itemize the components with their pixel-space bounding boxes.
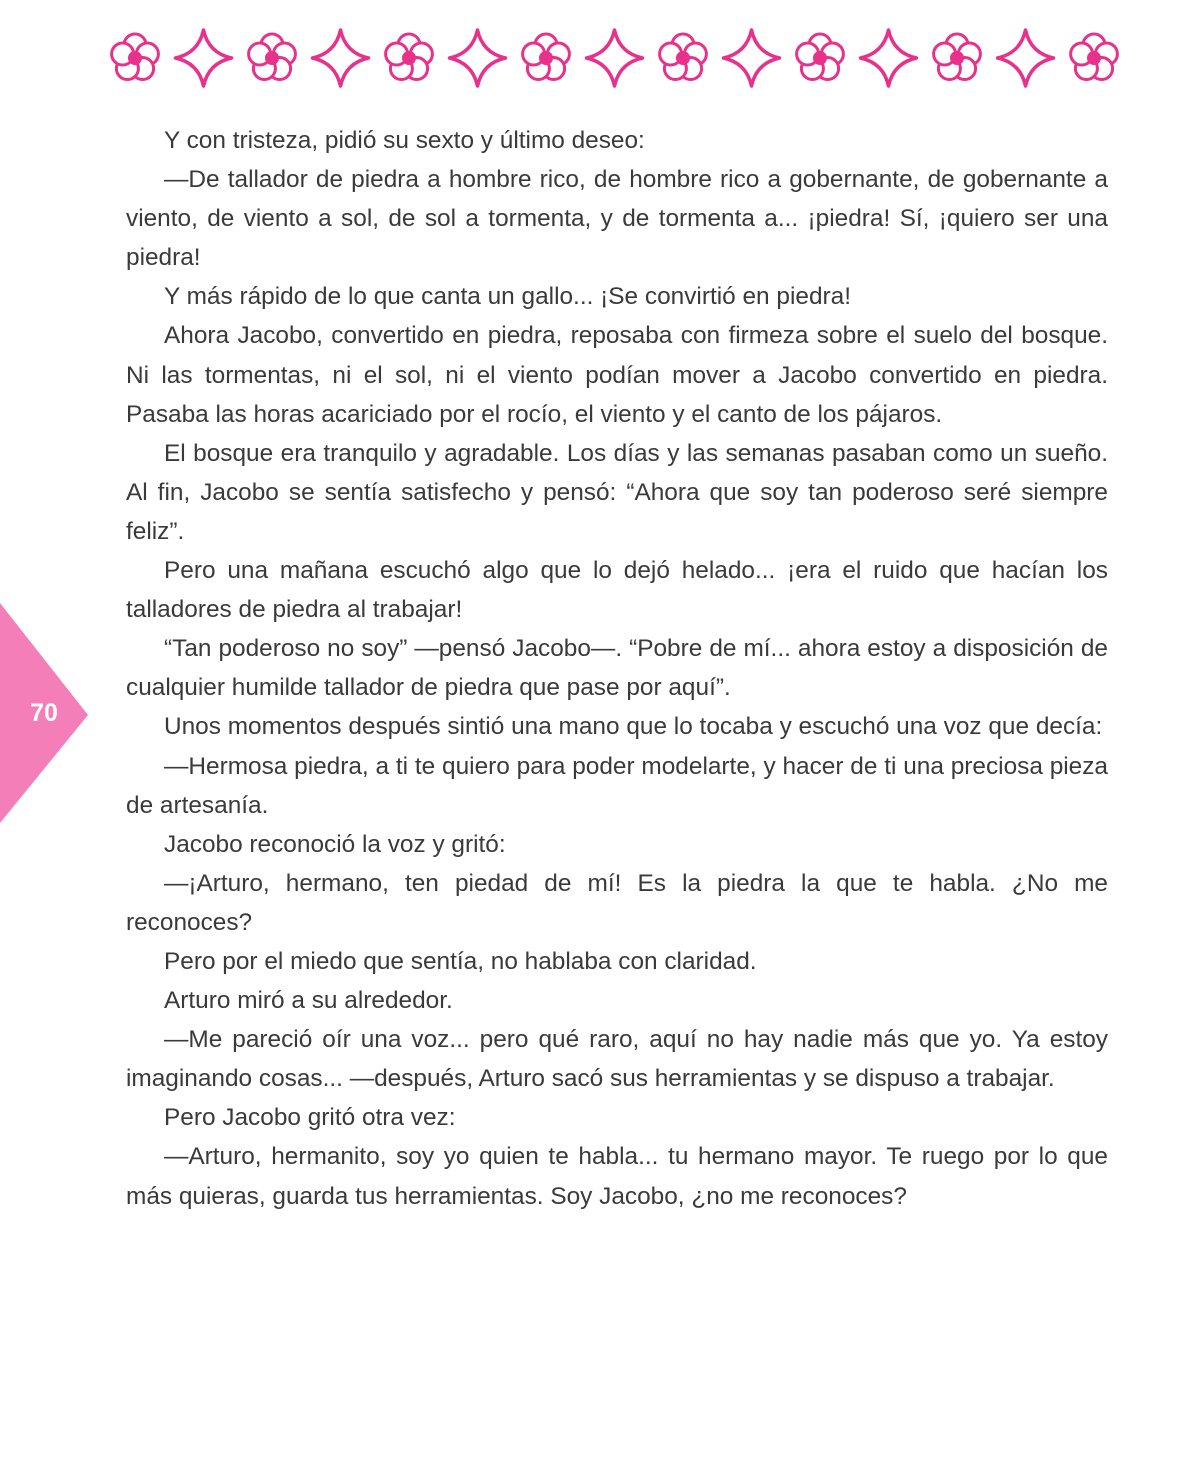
sparkle-icon [450,30,506,86]
sparkle-icon [998,30,1054,86]
page-number-tab [0,603,92,823]
flower-icon [660,34,707,80]
paragraph: Ahora Jacobo, convertido en piedra, reposaba con firmeza sobre el suelo del bosque. Ni las tormentas, ni el sol, ni el viento podían mover a Jacobo convertido en piedra. Pasaba las horas acariciado por el rocío, el viento y el canto de los pájaros. [126,322,1108,428]
paragraph: Pero Jacobo gritó otra vez: [164,1104,456,1132]
flower-icon [1071,34,1118,80]
paragraph: “Tan poderoso no soy” —pensó Jacobo—. “Pobre de mí... ahora estoy a disposición de cualquier humilde tallador de piedra que pase por aquí”. [126,635,1108,702]
flower-icon [249,34,296,80]
flower-icon [934,34,981,80]
sparkle-icon [313,30,369,86]
paragraph: Y más rápido de lo que canta un gallo... ¡Se convirtió en piedra! [164,283,851,311]
paragraph: Y con tristeza, pidió su sexto y último deseo: [164,127,645,154]
page-number: 70 [30,699,58,727]
paragraph: —Arturo, hermanito, soy yo quien te habla... tu hermano mayor. Te ruego por lo que más quieras, guarda tus herramientas. Soy Jacobo, ¿no me reconoces? [126,1143,1108,1210]
paragraph: —Hermosa piedra, a ti te quiero para poder modelarte, y hacer de ti una preciosa pieza de artesanía. [126,752,1108,819]
flower-icon [797,34,844,80]
flower-icon [386,34,433,80]
story-text [126,121,1108,1216]
paragraph: Unos momentos después sintió una mano que lo tocaba y escuchó una voz que decía: [164,713,1103,741]
sparkle-icon [587,30,643,86]
sparkle-icon [861,30,917,86]
paragraph: Pero una mañana escuchó algo que lo dejó helado... ¡era el ruido que hacían los talladores de piedra al trabajar! [126,557,1108,624]
paragraph: El bosque era tranquilo y agradable. Los días y las semanas pasaban como un sueño. Al fin, Jacobo se sentía satisfecho y pensó: “Ahora que soy tan poderoso seré siempre feliz”. [126,439,1108,545]
flower-icon [112,34,159,80]
paragraph: —¡Arturo, hermano, ten piedad de mí! Es la piedra la que te habla. ¿No me reconoces? [126,869,1108,936]
sparkle-icon [176,30,232,86]
paragraph: —De tallador de piedra a hombre rico, de hombre rico a gobernante, de gobernante a viento, de viento a sol, de sol a tormenta, y de tormenta a... ¡piedra! Sí, ¡quiero ser una piedra! [126,166,1108,272]
paragraph: Jacobo reconoció la voz y gritó: [164,830,506,858]
sparkle-icon [724,30,780,86]
paragraph: —Me pareció oír una voz... pero qué raro, aquí no hay nadie más que yo. Ya estoy imaginando cosas... —después, Arturo sacó sus herramientas y se dispuso a trabajar. [126,1026,1108,1093]
paragraph: Arturo miró a su alrededor. [164,987,453,1015]
flower-icon [523,34,570,80]
paragraph: Pero por el miedo que sentía, no hablaba con claridad. [164,947,757,975]
decorative-border [105,26,1125,90]
